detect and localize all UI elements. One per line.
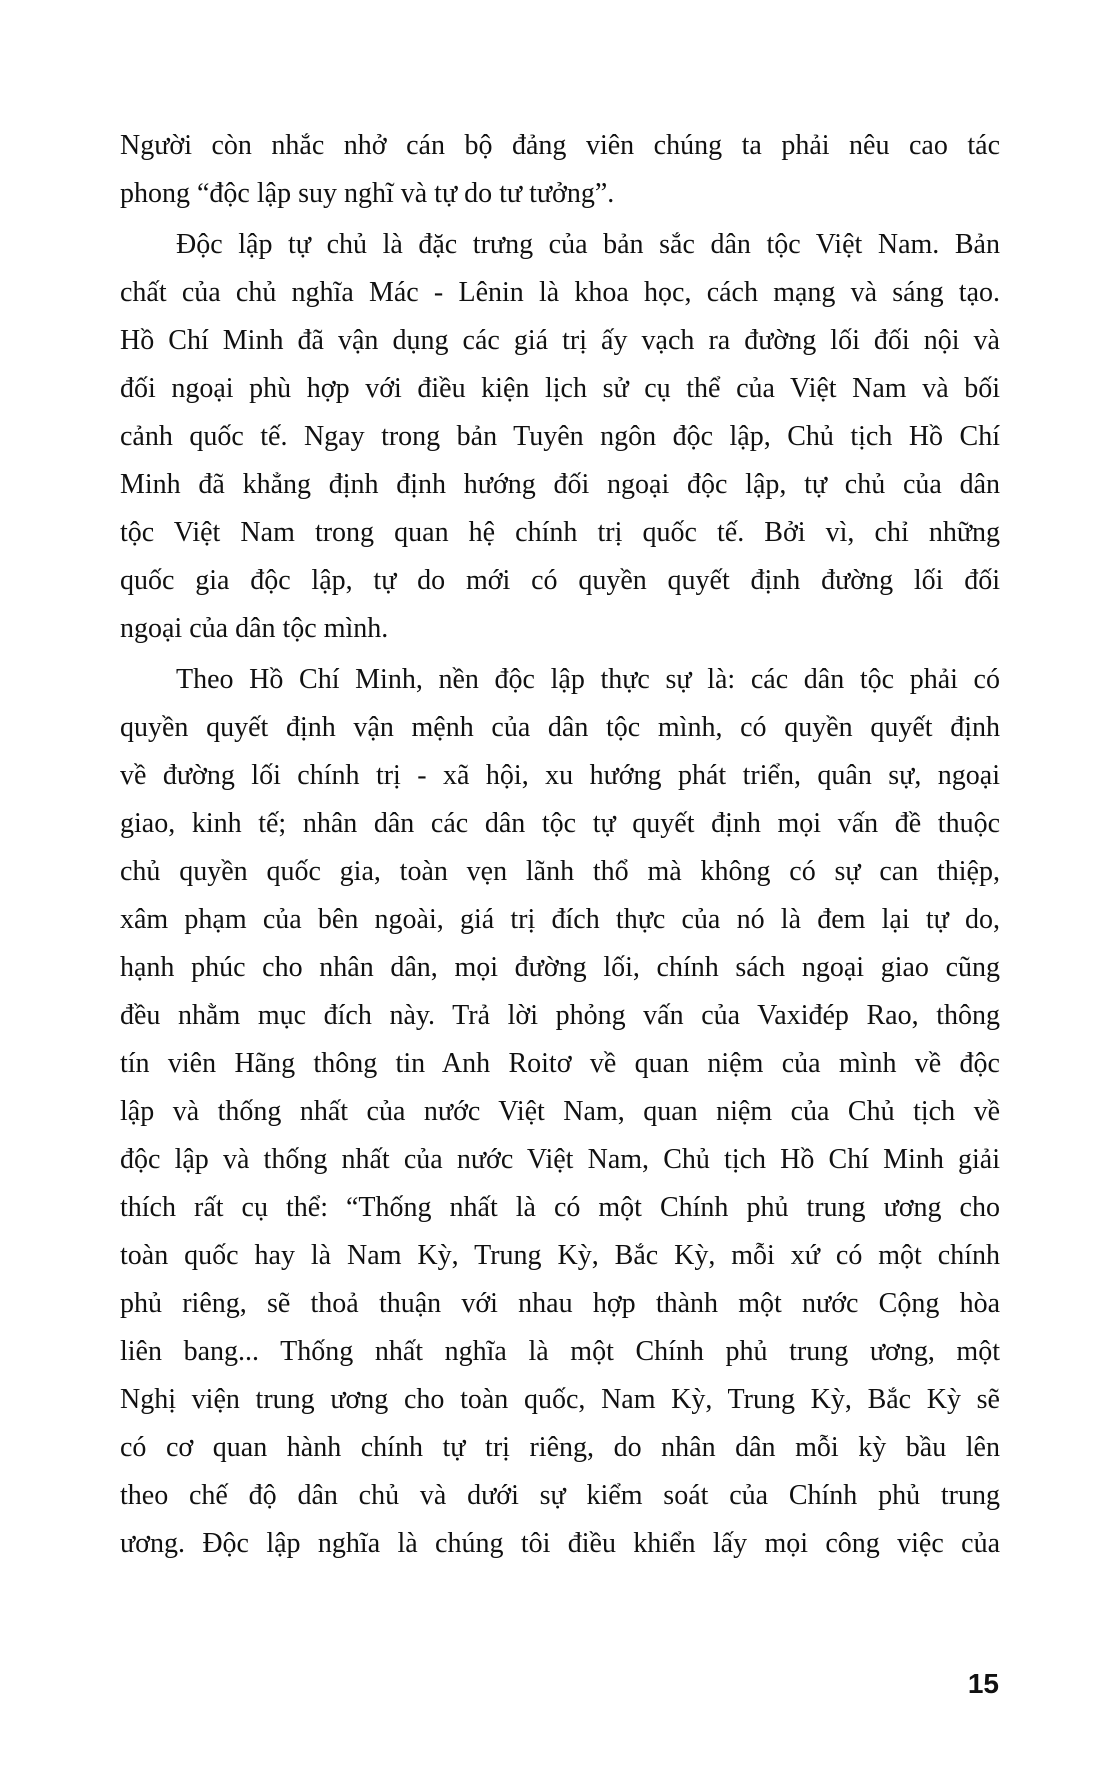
text-line: Độc lập tự chủ là đặc trưng của bản sắc dân tộc Việt Nam. Bản bbox=[176, 229, 1000, 260]
paragraph bbox=[120, 122, 1000, 218]
text-line: phong “độc lập suy nghĩ và tự do tư tưởng”. bbox=[120, 178, 615, 209]
text-line: cảnh quốc tế. Ngay trong bản Tuyên ngôn độc lập, Chủ tịch Hồ Chí bbox=[120, 421, 1000, 452]
text-line: ương. Độc lập nghĩa là chúng tôi điều khiển lấy mọi công việc của bbox=[120, 1528, 1000, 1559]
paragraph bbox=[120, 221, 1000, 653]
text-line: tín viên Hãng thông tin Anh Roitơ về quan niệm của mình về độc bbox=[120, 1048, 1000, 1079]
text-line: xâm phạm của bên ngoài, giá trị đích thực của nó là đem lại tự do, bbox=[120, 904, 1000, 935]
text-line: về đường lối chính trị - xã hội, xu hướng phát triển, quân sự, ngoại bbox=[120, 760, 1000, 791]
text-line: phủ riêng, sẽ thoả thuận với nhau hợp thành một nước Cộng hòa bbox=[120, 1288, 1000, 1319]
text-line: đều nhằm mục đích này. Trả lời phỏng vấn của Vaxiđép Rao, thông bbox=[120, 1000, 1000, 1031]
text-line: toàn quốc hay là Nam Kỳ, Trung Kỳ, Bắc Kỳ, mỗi xứ có một chính bbox=[120, 1240, 1000, 1271]
text-line: quốc gia độc lập, tự do mới có quyền quyết định đường lối đối bbox=[120, 565, 1000, 596]
text-line: chủ quyền quốc gia, toàn vẹn lãnh thổ mà không có sự can thiệp, bbox=[120, 856, 1000, 887]
paragraph bbox=[120, 656, 1000, 1568]
text-line: ngoại của dân tộc mình. bbox=[120, 613, 389, 644]
text-line: chất của chủ nghĩa Mác - Lênin là khoa học, cách mạng và sáng tạo. bbox=[120, 277, 1000, 308]
text-line: liên bang... Thống nhất nghĩa là một Chính phủ trung ương, một bbox=[120, 1336, 1000, 1367]
text-line: hạnh phúc cho nhân dân, mọi đường lối, chính sách ngoại giao cũng bbox=[120, 952, 1000, 983]
text-line: Hồ Chí Minh đã vận dụng các giá trị ấy vạch ra đường lối đối nội và bbox=[120, 325, 1000, 356]
text-line: độc lập và thống nhất của nước Việt Nam, Chủ tịch Hồ Chí Minh giải bbox=[120, 1144, 1000, 1175]
text-line: lập và thống nhất của nước Việt Nam, quan niệm của Chủ tịch về bbox=[120, 1096, 1000, 1127]
text-line: Nghị viện trung ương cho toàn quốc, Nam Kỳ, Trung Kỳ, Bắc Kỳ sẽ bbox=[120, 1384, 1000, 1415]
text-line: giao, kinh tế; nhân dân các dân tộc tự quyết định mọi vấn đề thuộc bbox=[120, 808, 1000, 839]
page-number: 15 bbox=[967, 1668, 999, 1699]
text-line: Minh đã khẳng định định hướng đối ngoại độc lập, tự chủ của dân bbox=[120, 469, 1000, 500]
text-line: có cơ quan hành chính tự trị riêng, do nhân dân mỗi kỳ bầu lên bbox=[120, 1432, 1000, 1463]
text-line: thích rất cụ thể: “Thống nhất là có một Chính phủ trung ương cho bbox=[120, 1192, 1000, 1223]
text-line: đối ngoại phù hợp với điều kiện lịch sử cụ thể của Việt Nam và bối bbox=[120, 373, 1000, 404]
text-line: Theo Hồ Chí Minh, nền độc lập thực sự là: các dân tộc phải có bbox=[176, 664, 1000, 695]
text-line: theo chế độ dân chủ và dưới sự kiểm soát của Chính phủ trung bbox=[120, 1480, 1000, 1511]
text-line: tộc Việt Nam trong quan hệ chính trị quốc tế. Bởi vì, chỉ những bbox=[120, 517, 1000, 548]
text-line: Người còn nhắc nhở cán bộ đảng viên chúng ta phải nêu cao tác bbox=[120, 130, 1000, 161]
text-line: quyền quyết định vận mệnh của dân tộc mình, có quyền quyết định bbox=[120, 712, 1000, 743]
page-body bbox=[120, 122, 1000, 1571]
